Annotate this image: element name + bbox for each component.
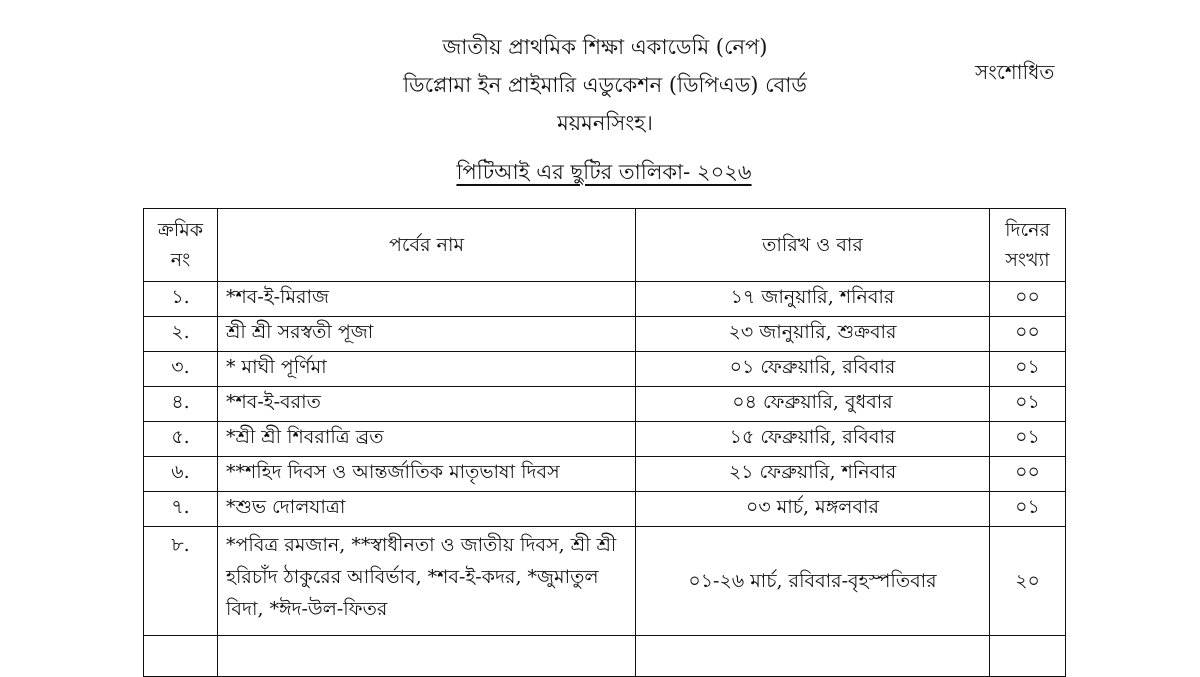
academy-name: জাতীয় প্রাথমিক শিক্ষা একাডেমি (নেপ) [442,35,768,59]
column-header-name: পর্বের নাম [218,209,636,282]
row-date: ০১ ফেব্রুয়ারি, রবিবার [636,352,990,387]
row-festival-name: শ্রী শ্রী সরস্বতী পূজা [218,317,636,352]
row-serial: ৭. [144,492,218,527]
row-days: ২০ [990,527,1066,636]
row-days: ০১ [990,492,1066,527]
row-date: ০৪ ফেব্রুয়ারি, বুধবার [636,387,990,422]
table-row [144,527,1066,636]
table-row [144,352,1066,387]
table-row [144,422,1066,457]
row-days: ০১ [990,387,1066,422]
row-days: ০০ [990,457,1066,492]
row-serial: ৩. [144,352,218,387]
row-serial: ৪. [144,387,218,422]
row-date: ১৫ ফেব্রুয়ারি, রবিবার [636,422,990,457]
document-title-text: পিটিআই এর ছুটির তালিকা- ২০২৬ [456,160,752,184]
row-festival-name: **শহিদ দিবস ও আন্তর্জাতিক মাতৃভাষা দিবস [218,457,636,492]
table-row [144,282,1066,317]
row-festival-name-empty [218,636,636,677]
row-festival-name: *শব-ই-মিরাজ [218,282,636,317]
row-serial: ৬. [144,457,218,492]
table-row-cut-off [144,636,1066,677]
city-name: ময়মনসিংহ। [557,111,653,135]
row-days-empty [990,636,1066,677]
column-header-serial: ক্রমিক নং [144,209,218,282]
column-header-days: দিনের সংখ্যা [990,209,1066,282]
row-date: ০১-২৬ মার্চ, রবিবার-বৃহস্পতিবার [636,527,990,636]
row-date: ১৭ জানুয়ারি, শনিবার [636,282,990,317]
table-row [144,317,1066,352]
table-row [144,492,1066,527]
row-serial-empty [144,636,218,677]
row-serial: ৮. [144,527,218,636]
board-name: ডিপ্লোমা ইন প্রাইমারি এডুকেশন (ডিপিএড) বোর্ড [403,73,807,97]
row-serial: ৫. [144,422,218,457]
row-serial: ১. [144,282,218,317]
row-festival-name: *শুভ দোলযাত্রা [218,492,636,527]
row-festival-name: *শব-ই-বরাত [218,387,636,422]
table-header-row [144,209,1066,282]
row-date: ২৩ জানুয়ারি, শুক্রবার [636,317,990,352]
row-festival-name: *পবিত্র রমজান, **স্বাধীনতা ও জাতীয় দিবস, শ্রী শ্রী হরিচাঁদ ঠাকুরের আবির্ভাব, *শব-ই-কদর, *জুমাতুল বিদা, *ঈদ-উল-ফিতর [218,527,636,636]
row-serial: ২. [144,317,218,352]
revised-label: সংশোধিত [975,60,1055,84]
row-days: ০০ [990,282,1066,317]
row-days: ০১ [990,352,1066,387]
row-date-empty [636,636,990,677]
holiday-table [143,208,1066,677]
table-row [144,457,1066,492]
row-festival-name: * মাঘী পূর্ণিমা [218,352,636,387]
row-days: ০১ [990,422,1066,457]
row-days: ০০ [990,317,1066,352]
document-title [0,156,1200,191]
row-date: ০৩ মার্চ, মঙ্গলবার [636,492,990,527]
row-festival-name: *শ্রী শ্রী শিবরাত্রি ব্রত [218,422,636,457]
table-row [144,387,1066,422]
row-date: ২১ ফেব্রুয়ারি, শনিবার [636,457,990,492]
column-header-date: তারিখ ও বার [636,209,990,282]
